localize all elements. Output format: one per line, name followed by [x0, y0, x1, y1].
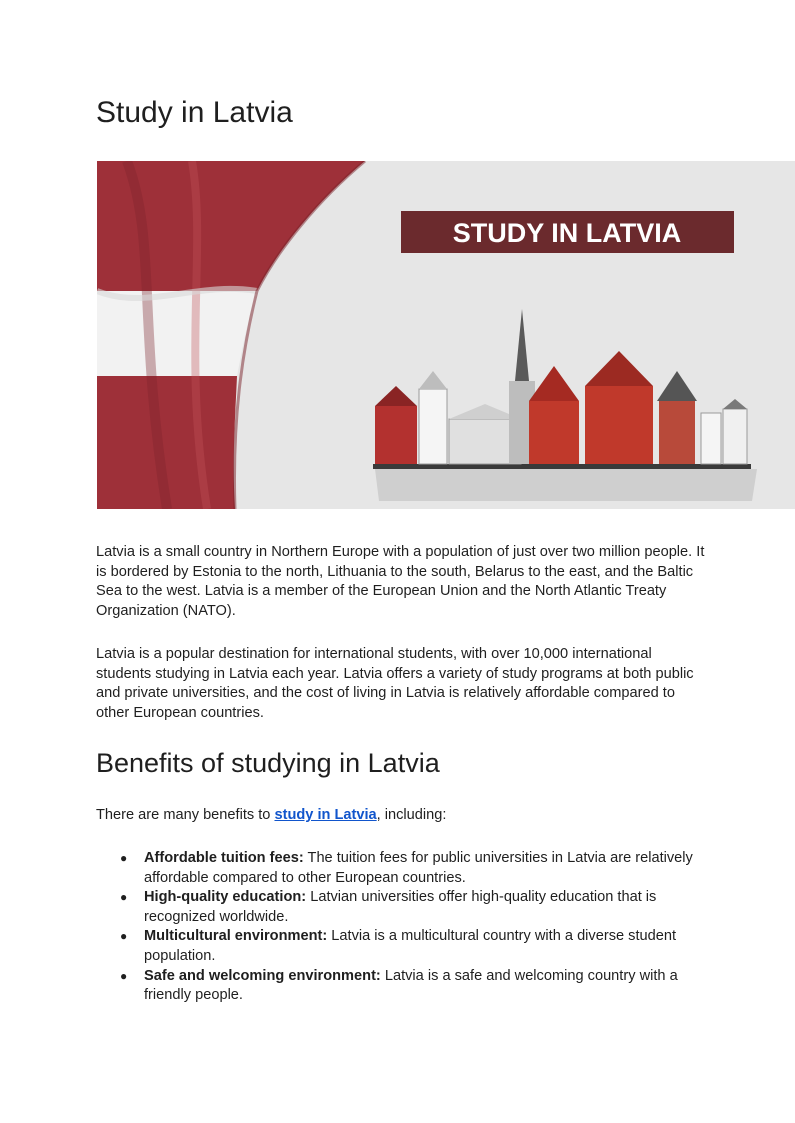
bullet-icon: ●: [120, 929, 128, 944]
benefits-heading: Benefits of studying in Latvia: [96, 748, 440, 778]
intro-paragraph-1: Latvia is a small country in Northern Europe with a population of just over two million people. It is bordered by Estonia to the north, Lithuania to the south, Belarus to the east, and the Baltic Sea to the west. Latvia is a member of the European Union and the North Atlantic Treaty Organization (NATO).: [96, 544, 705, 619]
benefit-text: The tuition fees for public universities in Latvia are relatively affordable compared to other European countries.: [144, 850, 693, 886]
benefit-term: High-quality education:: [144, 889, 307, 906]
banner-illustration: [97, 161, 795, 509]
banner-label-text: STUDY IN LATVIA: [452, 218, 682, 248]
list-item: [96, 849, 706, 888]
benefit-term: Safe and welcoming environment:: [144, 967, 381, 984]
benefit-text: Latvian universities offer high-quality education that is recognized worldwide.: [144, 889, 657, 925]
list-item: [96, 927, 706, 966]
benefits-lead: [96, 806, 706, 826]
page-title: Study in Latvia: [96, 96, 293, 129]
bullet-icon: ●: [120, 851, 128, 865]
benefit-term: Multicultural environment:: [144, 928, 328, 945]
study-in-latvia-banner: [97, 161, 795, 509]
study-in-latvia-link[interactable]: study in Latvia: [274, 807, 377, 823]
benefits-lead-before: There are many benefits to: [96, 807, 275, 823]
benefit-text: Latvia is a multicultural country with a diverse student population.: [144, 928, 677, 964]
benefit-text: Latvia is a safe and welcoming country with a friendly people.: [144, 967, 678, 1004]
list-item: [96, 888, 706, 927]
bullet-icon: ●: [120, 968, 128, 983]
list-item: [96, 967, 706, 1006]
benefits-list: [96, 849, 706, 1006]
benefit-term: Affordable tuition fees:: [144, 850, 304, 866]
benefits-lead-after: , including:: [376, 807, 447, 823]
bullet-icon: ●: [120, 890, 128, 905]
intro-paragraph-2: Latvia is a popular destination for international students, with over 10,000 international students studying in Latvia each year. Latvia offers a variety of study programs at both public and private universities, and the cost of living in Latvia is relatively affordable compared to other European countries.: [96, 646, 694, 721]
